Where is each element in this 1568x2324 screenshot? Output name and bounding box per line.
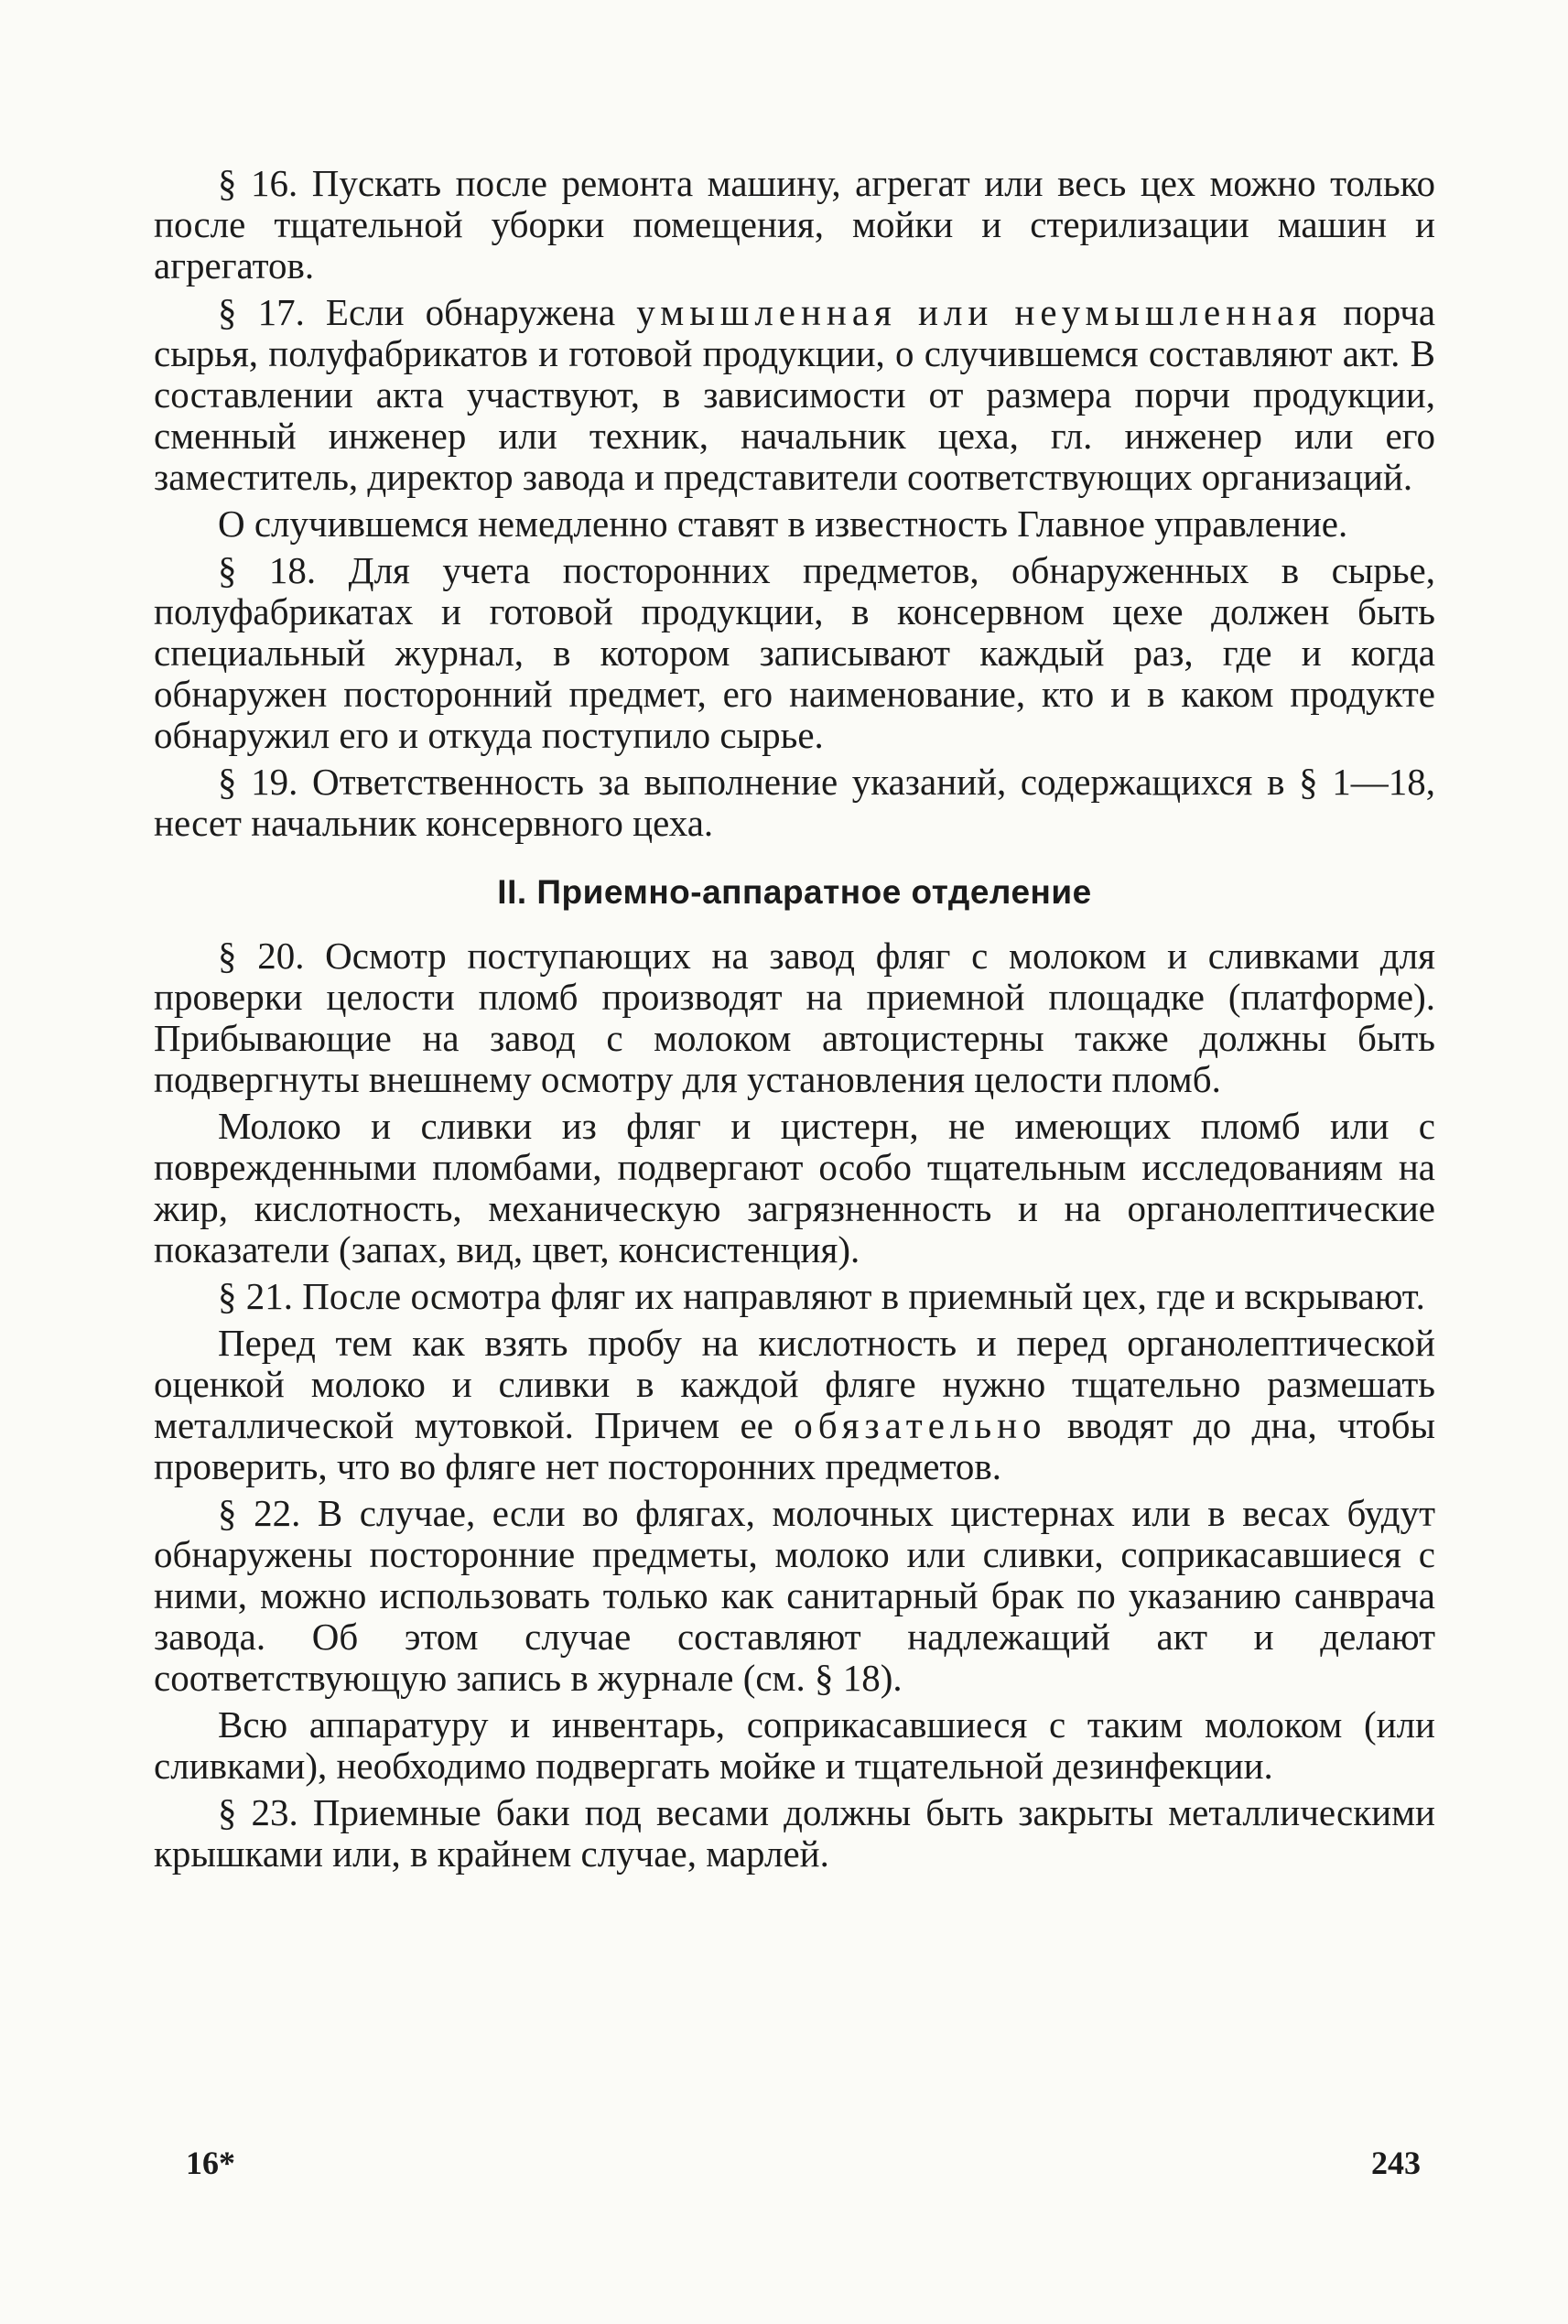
paragraph-17-rest: порча сырья, полуфабрикатов и готовой продукции, о случившемся составляют акт. В составлении акта участвуют, в зависимости от размера порчи продукции, сменный инженер или техник, начальник цеха, гл. инженер или его заместитель, директор завода и представители соответствующих организаций. (154, 291, 1436, 498)
paragraph-22: § 22. В случае, если во флягах, молочных цистернах или в весах будут обнаружены посторонние предметы, молоко или сливки, соприкасавшиеся с ними, можно использовать только как санитарный брак по указанию санврача завода. Об этом случае составляют надлежащий акт и делают соответствующую запись в журнале (см. § 18). (154, 1492, 1435, 1699)
body-text (154, 163, 1435, 1875)
paragraph-21-continuation-part2: вводят до дна, чтобы проверить, что во фляге нет посторонних предметов. (154, 1404, 1435, 1487)
paragraph-17-intro: § 17. Если обнаружена (218, 291, 616, 333)
paragraph-20: § 20. Осмотр поступающих на завод фляг с молоком и сливками для проверки целости пломб производят на приемной площадке (платформе). Прибывающие на завод с молоком автоцистерны также должны быть подвергнуты внешнему осмотру для установления целости пломб. (154, 935, 1435, 1100)
paragraph-17-continuation: О случившемся немедленно ставят в известность Главное управление. (218, 503, 1348, 545)
paragraph-22-continuation: Всю аппаратуру и инвентарь, соприкасавшиеся с таким молоком (или сливками), необходимо подвергать мойке и тщательной дезинфекции. (154, 1703, 1435, 1787)
paragraph-16: § 16. Пускать после ремонта машину, агрегат или весь цех можно только после тщательной уборки помещения, мойки и стерилизации машин и агрегатов. (154, 162, 1435, 286)
paragraph-21-continuation-part1: Перед тем как взять пробу на кислотность и перед органолептической оценкой молоко и сливки в каждой фляге нужно тщательно размешать металлической мутовкой. Причем ее (154, 1322, 1435, 1446)
paragraph-23: § 23. Приемные баки под весами должны быть закрыты металлическими крышками или, в крайнем случае, марлей. (154, 1791, 1435, 1875)
page-number: 243 (1371, 2145, 1421, 2181)
paragraph-21-continuation (154, 1323, 1435, 1487)
emphasis-or: или (918, 291, 994, 333)
paragraph-20-continuation: Молоко и сливки из фляг и цистерн, не имеющих пломб или с поврежденными пломбами, подвергают особо тщательным исследованиям на жир, кислотность, механическую загрязненность и на органолептические показатели (запах, вид, цвет, консистенция). (154, 1105, 1435, 1270)
emphasis-mandatory: обязательно (794, 1404, 1047, 1446)
paragraph-19: § 19. Ответственность за выполнение указаний, содержащихся в § 1—18, несет начальник консервного цеха. (154, 761, 1435, 844)
section-heading: II. Приемно-аппаратное отделение (497, 873, 1092, 911)
signature-mark: 16* (186, 2145, 235, 2181)
paragraph-18: § 18. Для учета посторонних предметов, обнаруженных в сырье, полуфабрикатах и готовой продукции, в консервном цехе должен быть специальный журнал, в котором записывают каждый раз, где и когда обнаружен посторонний предмет, его наименование, кто и в каком продукте обнаружил его и откуда поступило сырье. (154, 549, 1435, 756)
paragraph-17 (154, 292, 1435, 498)
emphasis-non-deliberate: неумышленная (1014, 291, 1323, 333)
emphasis-deliberate: умышленная (636, 291, 897, 333)
paragraph-21: § 21. После осмотра фляг их направляют в приемный цех, где и вскрывают. (218, 1275, 1425, 1317)
